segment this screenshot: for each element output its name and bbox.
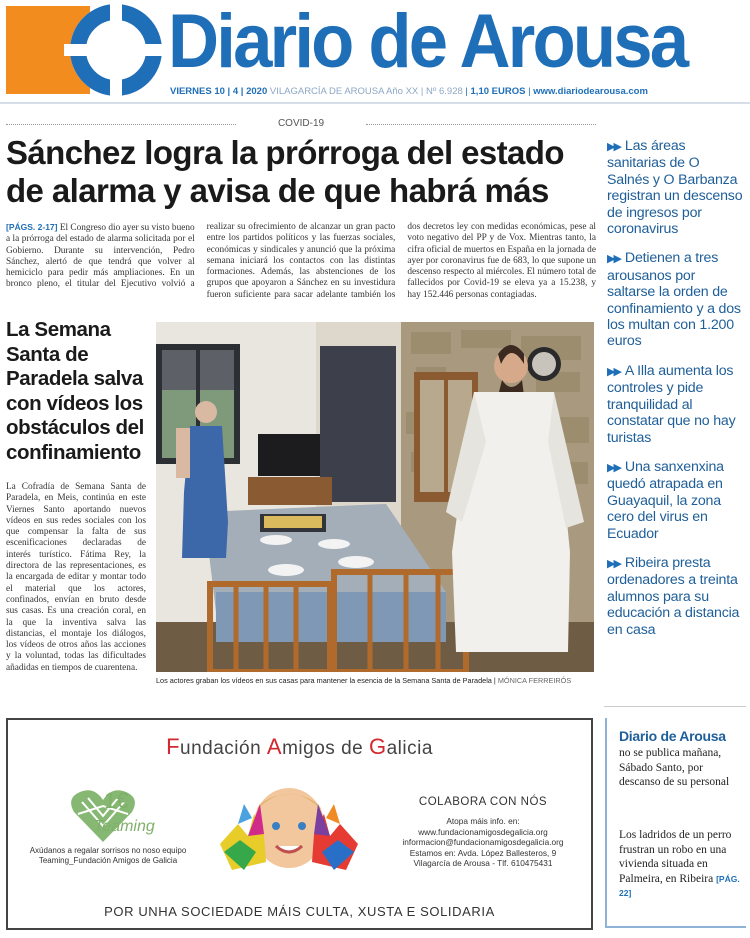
section-tag: COVID-19 xyxy=(6,118,596,129)
lead-body xyxy=(6,222,596,308)
brief-item[interactable] xyxy=(607,555,745,638)
photo-caption: Los actores graban los vídeos en sus casas para mantener la esencia de la Semana Santa de Paradela | MÓNICA FERREIRÓS xyxy=(156,676,572,685)
lead-page-ref[interactable]: [PÁGS. 2-17] xyxy=(6,222,58,232)
ad-euro: 1€ xyxy=(104,788,129,813)
date-day: VIERNES 10 xyxy=(170,86,225,97)
brief-text: Ribeira presta ordenadores a treinta alumnos para su educación a distancia en casa xyxy=(607,554,740,638)
ad-slogan: POR UNHA SOCIEDADE MÁIS CULTA, XUSTA E SOLIDARIA xyxy=(104,904,495,919)
brief-text: A Illa aumenta los controles y pide tranquilidad al constatar que no hay turistas xyxy=(607,362,736,446)
caption-text: Los actores graban los vídeos en sus casas para mantener la esencia de la Semana Santa de Paradela xyxy=(156,676,492,685)
story2-headline[interactable]: La Semana Santa de Paradela salva con vídeos los obstáculos del confinamiento xyxy=(6,318,144,464)
ad-email-link[interactable]: informacion@fundacionamigosdegalicia.org xyxy=(402,837,564,848)
ad-small-text: Axúdanos a regalar sorrisos no noso equipo Teaming_Fundación Amigos de Galicia xyxy=(29,846,187,865)
masthead xyxy=(0,0,750,104)
photo-credit: MÓNICA FERREIRÓS xyxy=(497,676,572,685)
masthead-divider xyxy=(0,102,750,104)
notice-text: no se publica mañana, Sábado Santo, por descanso de su personal xyxy=(619,747,730,789)
ad-info-line: Atopa máis info. en: xyxy=(446,816,520,826)
ad-address: Estamos en: Avda. López Ballesteros, 9 xyxy=(409,847,557,858)
brief-item[interactable] xyxy=(607,250,745,349)
dateline-year-label: Año XX xyxy=(386,86,419,97)
notice-box xyxy=(605,718,746,928)
price: 1,10 EUROS xyxy=(470,86,526,97)
ad-title: Fundación Amigos de Galicia xyxy=(166,734,433,759)
brief-item[interactable] xyxy=(607,138,745,237)
ad-collaborate: COLABORA CON NÓS xyxy=(418,796,548,808)
date-year: 2020 xyxy=(246,86,268,97)
teaming-heart-icon xyxy=(28,786,178,846)
brief-text: Las áreas sanitarias de O Salnés y O Barbanza registran un descenso de ingresos por coronavirus xyxy=(607,138,743,238)
sidebar-briefs xyxy=(607,138,745,651)
double-arrow-icon: ▶▶ xyxy=(607,365,620,378)
newspaper-title[interactable]: Diario de Arousa xyxy=(168,0,687,84)
sidebar-divider xyxy=(604,706,746,707)
ad-teaming-word: Teaming xyxy=(94,818,155,835)
date-month: 4 xyxy=(232,86,239,97)
website-link[interactable]: www.diariodearousa.com xyxy=(533,86,648,97)
story2-photo xyxy=(156,322,594,672)
lead-body-text: El Congreso dio ayer su visto bueno a la prórroga del estado de alarma solicitada por el Gobierno. Durante su intervención, Pedro Sánchez, alertó de que tendrá que volver al hemiciclo para pedir más ampliaciones. En un bronco pleno, el titular del Ejecutivo volvió a realizar su ofrecimiento de alcanzar un gran pacto entre los partidos políticos y las fuerzas sociales, económicas y sindicales y anunció que la próxima semana iniciará los contactos con las distintas formaciones. Además, las abstenciones de los grupos que apoyaron a Sánchez en su investidura fueron suficiente para sacar adelante también los dos decretos ley con medidas económicas, pese al voto negativo del PP y de Vox. Mientras tanto, la cifra oficial de muertos en España en la jornada de ayer por coronavirus fue de 683, lo que supone un descenso respecto al miércoles. El número total de fallecidos por Covid-19 se eleva ya a 15.238, y hay 152.446 personas contagiadas. xyxy=(6,222,596,300)
dateline: VIERNES 10 | 4 | 2020 VILAGARCÍA DE AROUSA Año XX | Nº 6.928 | 1,10 EUROS | www.diariodearousa.com xyxy=(170,86,648,97)
brief-item[interactable] xyxy=(607,363,745,446)
ad-website-link[interactable]: www.fundacionamigosdegalicia.org xyxy=(418,826,548,837)
double-arrow-icon: ▶▶ xyxy=(607,141,620,153)
logo-icon xyxy=(64,2,168,98)
double-arrow-icon: ▶▶ xyxy=(607,557,620,570)
story2-body: La Cofradía de Semana Santa de Paradela, en Meis, continúa en este Viernes Santo aportando nuevos vídeos en sus redes sociales con los que compensar la falta de sus escenificaciones declaradas de interés turístico. Fátima Rey, la directora de las representaciones, es la encargada de editar y montar todo el material que los actores, confinados, envían en bruto desde sus casas. Es una creación coral, en la que la inventiva salva las distancias, el montaje los diálogos, los vídeos de otros años las acciones y la voluntad, todas las dificultades añadidas en tiempos de cuarentena. xyxy=(6,482,146,673)
lead-headline[interactable]: Sánchez logra la prórroga del estado de alarma y avisa de que habrá más xyxy=(6,134,564,209)
ad-info xyxy=(383,816,583,869)
notice-story[interactable] xyxy=(619,828,743,901)
issue-number: Nº 6.928 xyxy=(426,86,463,97)
ad-phone: Vilagarcía de Arousa - Tlf. 610475431 xyxy=(413,858,553,869)
dateline-place: VILAGARCÍA DE AROUSA xyxy=(269,86,384,97)
double-arrow-icon: ▶▶ xyxy=(607,253,620,266)
notice-brand: Diario de Arousa xyxy=(619,728,726,744)
brief-item[interactable] xyxy=(607,459,745,542)
notice-story-text: Los ladridos de un perro frustran un robo en una vivienda situada en Palmeira, en Ribeira xyxy=(619,829,732,885)
double-arrow-icon: ▶▶ xyxy=(607,461,620,474)
fundacion-ad[interactable] xyxy=(6,718,593,930)
brief-text: Una sanxenxina quedó atrapada en Guayaquil, la zona cero del virus en Ecuador xyxy=(607,458,724,542)
child-painted-hands-image xyxy=(204,774,374,878)
brief-text: Detienen a tres arousanos por saltarse la orden de confinamiento y a dos los multan con 1.200 euros xyxy=(607,250,741,350)
notice-page-ref[interactable]: [PÁG. 22] xyxy=(619,873,740,899)
